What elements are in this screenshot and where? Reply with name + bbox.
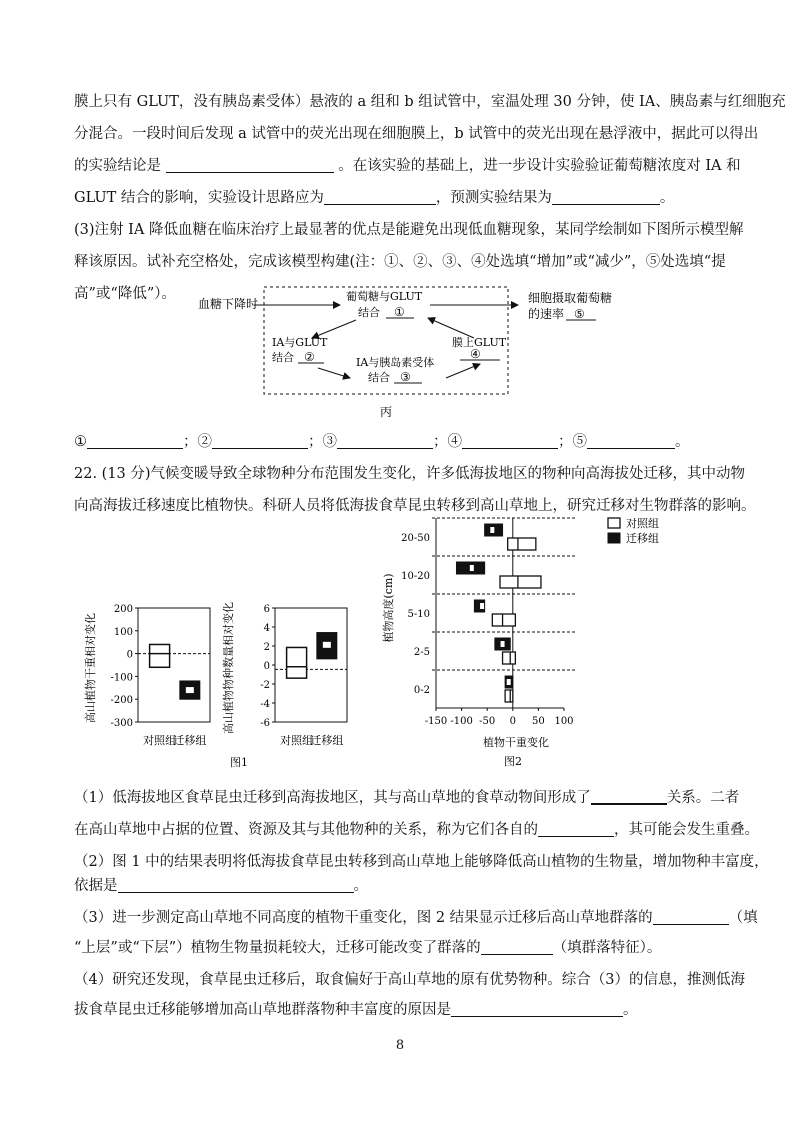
model-top-1: 葡萄糖与GLUT <box>346 290 423 303</box>
fig1-left-ytick-label: 0 <box>126 649 133 661</box>
q22-4-line-1: （4）研究还发现，食草昆虫迁移后，取食偏好于高山草地的原有优势物种。综合（3）的信息，推测低海 <box>74 972 745 988</box>
model-bottom-1: IA与胰岛素受体 <box>356 356 435 369</box>
fig1-right-ytick-label: -6 <box>260 718 270 729</box>
q22-line-1: 22. (13 分)气候变暖导致全球物种分布范围发生变化，许多低海拔地区的物种向高海拔处迁移，其中动物 <box>74 466 746 482</box>
fig2-xtick-label: -100 <box>450 716 473 727</box>
answer-label-3: ；③ <box>308 434 337 450</box>
q22-4-text-b: 拔食草昆虫迁移能够增加高山草地群落物种丰富度的原因是 <box>74 1002 451 1018</box>
fig2-median-migration <box>501 641 505 647</box>
answer-blank-reason[interactable] <box>451 1000 623 1017</box>
q22-1-text-c: 在高山草地中占据的位置、资源及其与其他物种的关系，称为它们各自的 <box>74 822 538 838</box>
fig1-right-ytick-label: 0 <box>263 661 270 672</box>
arrow-to-top <box>428 318 474 338</box>
answer-end: 。 <box>675 434 690 450</box>
fig2-xtick-label: 50 <box>532 716 545 727</box>
q22-1-line-1 <box>74 782 740 814</box>
model-left-1: IA与GLUT <box>272 336 328 349</box>
model-bottom-2: 结合 <box>368 371 390 384</box>
fig2-median-migration <box>507 679 511 685</box>
fig2-category-label: 20-50 <box>401 533 430 544</box>
fig1-left-ytick-label: 200 <box>113 604 133 615</box>
answer-blank-2[interactable] <box>212 432 308 449</box>
answer-label-4: ；④ <box>433 434 462 450</box>
fig2-legend-swatch-migration <box>608 533 620 543</box>
answer-label-1: ① <box>74 434 87 450</box>
fig1-right-ylabel: 高山植物物种数量相对变化 <box>222 602 235 734</box>
q22-line-2: 向高海拔迁移速度比植物快。科研人员将低海拔食草昆虫转移到高山草地上，研究迁移对生物群落的影响。 <box>74 498 756 514</box>
q22-3-line-1 <box>74 902 758 934</box>
q21-line-3-text-a: 的实验结论是 <box>74 158 161 174</box>
q21-line-2: 分混合。一段时间后发现 a 试管中的荧光出现在细胞膜上，b 试管中的荧光出现在悬浮液中，据此可以得出 <box>74 126 759 142</box>
q21-3-line-3: 高”或“降低”）。 <box>74 286 176 302</box>
fig2-category-label: 5-10 <box>407 609 430 620</box>
fig2-category-label: 10-20 <box>401 571 430 582</box>
fig1-left-ylabel: 高山植物干重相对变化 <box>84 613 97 723</box>
model-mark-3: ③ <box>400 370 411 384</box>
answer-blank-basis[interactable] <box>118 876 354 893</box>
fig2-legend-label-control: 对照组 <box>626 517 659 530</box>
q21-line-4-text-c: 。 <box>659 190 675 206</box>
figure-1 <box>70 590 370 775</box>
fig2-box-control <box>505 690 513 702</box>
fig2-box-control <box>503 652 516 664</box>
fig1-right-ytick-label: 4 <box>263 623 270 634</box>
q22-4-line-2 <box>74 994 726 1026</box>
model-start: 血糖下降时 <box>198 297 259 311</box>
fig2-caption: 图2 <box>504 755 522 768</box>
q21-line-4-text-b: ，预测实验结果为 <box>435 190 552 206</box>
q22-2-line-1: （2）图 1 中的结果表明将低海拔食草昆虫转移到高山草地上能够降低高山植物的生物量，增加物种丰富度， <box>74 854 769 870</box>
fig2-box-control <box>508 538 536 550</box>
fig1-caption: 图1 <box>230 756 248 769</box>
model-left-2: 结合 <box>272 351 294 364</box>
fig2-box-control <box>500 576 541 588</box>
answers-line <box>74 426 726 458</box>
fig2-median-migration <box>490 527 494 533</box>
q22-3-text-a: （3）进一步测定高山草地不同高度的植物干重变化，图 2 结果显示迁移后高山草地群落的 <box>74 910 653 926</box>
answer-blank-4[interactable] <box>462 432 558 449</box>
fig2-category-label: 2-5 <box>413 647 430 658</box>
q22-2-line-2 <box>74 870 726 902</box>
q22-1-text-d: ，其可能会发生重叠。 <box>614 822 759 838</box>
q21-line-4-text-a: GLUT 结合的影响，实验设计思路应为 <box>74 190 324 206</box>
fig1-right-category-label: 迁移组 <box>310 734 344 747</box>
q22-2-text-c: 。 <box>353 878 368 894</box>
q22-3-text-b: （填 <box>728 910 758 926</box>
model-out-2: 的速率 <box>528 307 565 321</box>
page-number: 8 <box>395 1038 405 1053</box>
fig1-left-ytick-label: 100 <box>113 626 133 638</box>
arrow-to-right <box>446 364 480 378</box>
fig1-left-ytick-label: -300 <box>110 718 133 729</box>
fig1-left-box-control <box>150 644 170 667</box>
fig1-left-ytick-label: -200 <box>110 695 133 707</box>
fig1-left-ytick-label: -100 <box>110 672 133 684</box>
q22-1-text-a: （1）低海拔地区食草昆虫迁移到高海拔地区，其与高山草地的食草动物间形成了 <box>74 790 591 806</box>
fig1-left-median-migration <box>186 687 194 693</box>
fig1-right-median-migration <box>323 642 331 648</box>
answer-blank-layer[interactable] <box>653 908 729 925</box>
q22-3-text-d: （填群落特征）。 <box>552 940 662 956</box>
answer-label-2: ；② <box>183 434 212 450</box>
q22-1-text-b: 关系。二者 <box>666 790 740 806</box>
fig2-box-control <box>492 614 515 626</box>
fig1-right-category-label: 对照组 <box>280 734 314 747</box>
fig1-right-ytick-label: 6 <box>263 604 270 615</box>
fig2-xtick-label: 0 <box>509 716 516 727</box>
fig2-xlabel: 植物干重变化 <box>483 736 549 749</box>
answer-blank-relation[interactable] <box>591 787 667 805</box>
fig1-right-ytick-label: -4 <box>260 699 270 710</box>
q22-2-text-b: 依据是 <box>74 878 118 894</box>
q21-line-1: 膜上只有 GLUT，没有胰岛素受体）悬液的 a 组和 b 组试管中，室温处理 30 分钟，使 IA、胰岛素与红细胞充 <box>74 94 786 110</box>
fig2-xtick-label: -150 <box>424 716 448 727</box>
fig2-category-label: 0-2 <box>413 685 430 696</box>
fig1-right-frame <box>275 608 347 722</box>
fig2-median-migration <box>480 603 484 609</box>
fig1-right-box-control <box>287 647 307 678</box>
answer-blank-5[interactable] <box>587 432 675 449</box>
model-mark-5: ⑤ <box>574 307 585 321</box>
fig2-ylabel: 植物高度(cm) <box>382 573 395 643</box>
q22-4-text-c: 。 <box>623 1002 638 1018</box>
fig1-right-ytick-label: 2 <box>263 642 270 653</box>
q22-1-line-2 <box>74 814 759 846</box>
fig2-legend-swatch-control <box>608 518 620 528</box>
fig2-legend-label-migration: 迁移组 <box>626 532 659 545</box>
q22-3-line-2 <box>74 932 726 964</box>
answer-blank-niche[interactable] <box>538 820 614 837</box>
q21-line-3-text-b: 。在该实验的基础上，进一步设计实验验证葡萄糖浓度对 IA 和 <box>338 158 741 174</box>
fig1-left-category-label: 对照组 <box>143 734 177 747</box>
q21-3-line-2: 释该原因。试补充空格处，完成该模型构建(注：①、②、③、④处选填“增加”或“减少”，⑤处选填“提 <box>74 254 726 270</box>
model-diagram <box>0 0 800 430</box>
q21-3-line-1: (3)注射 IA 降低血糖在临床治疗上最显著的优点是能避免出现低血糖现象，某同学绘制如下图所示模型解 <box>74 222 744 238</box>
q22-3-text-c: “上层”或“下层”）植物生物量损耗较大，迁移可能改变了群落的 <box>74 940 481 956</box>
fig1-left-frame <box>138 608 210 722</box>
fig2-xtick-label: 100 <box>554 716 574 727</box>
model-out-1: 细胞摄取葡萄糖 <box>528 291 613 305</box>
fig1-right-ytick-label: -2 <box>260 680 270 691</box>
answer-blank-feature[interactable] <box>481 938 553 955</box>
model-right-1: 膜上GLUT <box>452 336 507 349</box>
fig2-median-migration <box>470 565 474 571</box>
answer-label-5: ；⑤ <box>558 434 587 450</box>
model-mark-4: ④ <box>470 347 481 361</box>
answer-blank-3[interactable] <box>337 432 433 449</box>
fig1-left-category-label: 迁移组 <box>173 734 207 747</box>
arrow-to-bottom <box>318 368 350 378</box>
answer-blank-1[interactable] <box>87 432 183 449</box>
model-mark-1: ① <box>394 305 405 319</box>
figure-2 <box>380 508 700 770</box>
model-mark-2: ② <box>304 350 315 364</box>
model-top-2: 结合 <box>358 306 380 319</box>
fig2-xtick-label: -50 <box>479 716 496 727</box>
model-caption: 丙 <box>380 405 393 419</box>
